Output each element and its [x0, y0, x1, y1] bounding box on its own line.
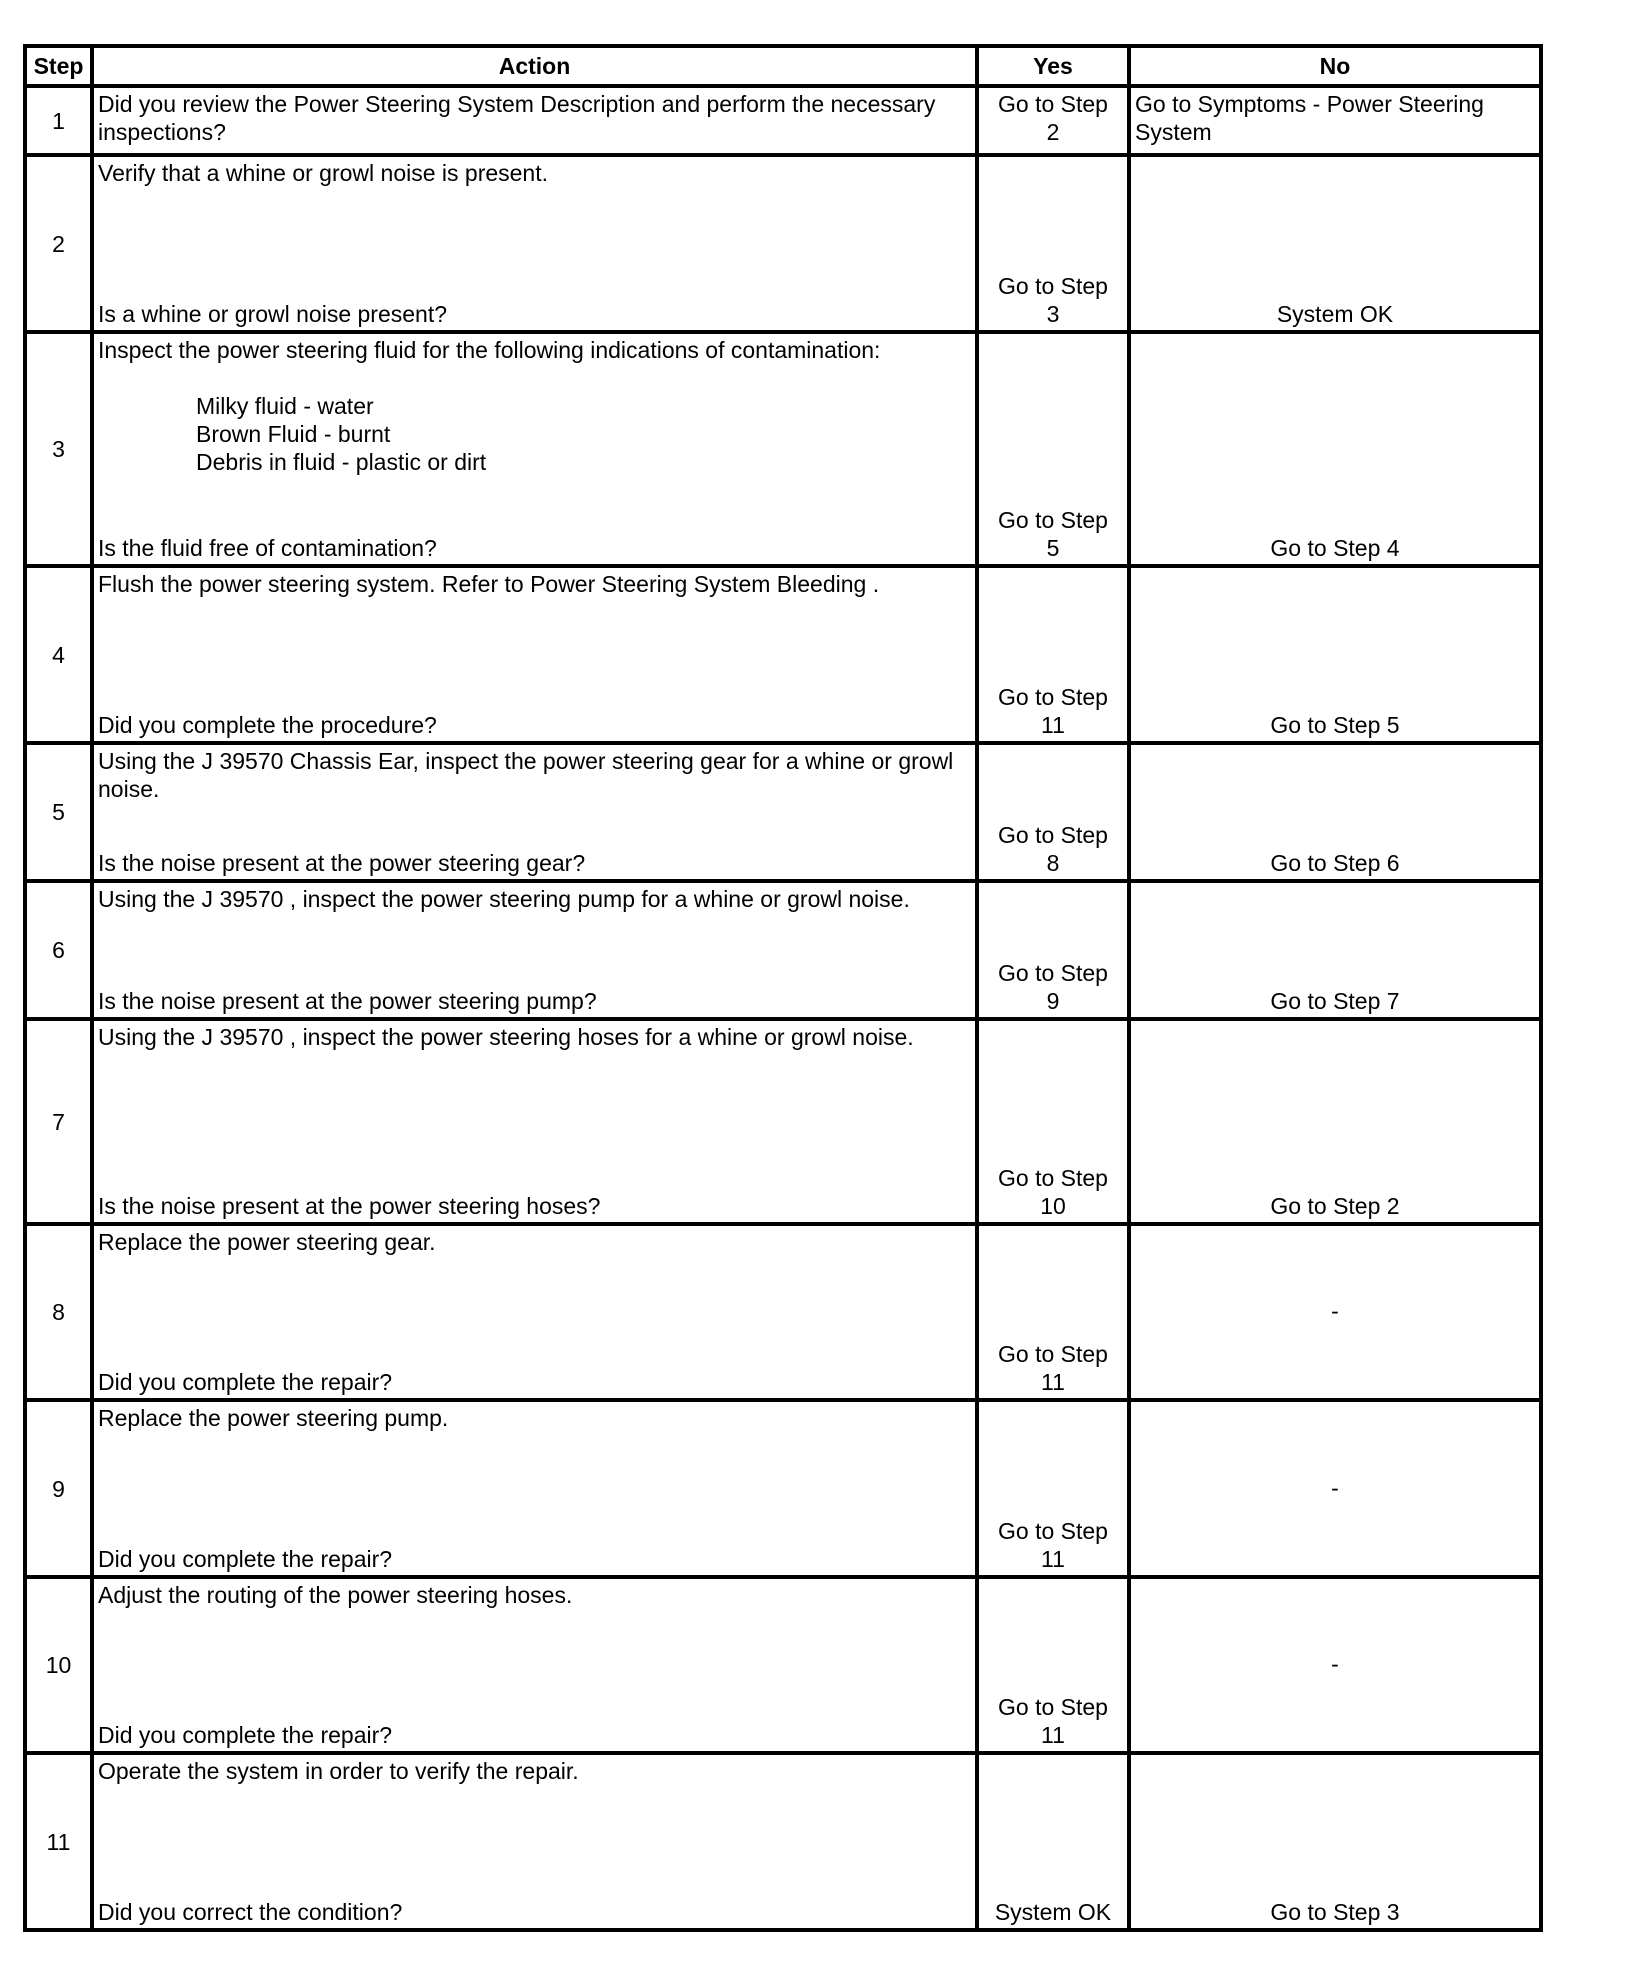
yes-line: 10: [1040, 1193, 1066, 1219]
no-cell: Go to Symptoms - Power Steering System: [1129, 86, 1541, 155]
bullet-list: [98, 392, 971, 476]
no-cell: -: [1129, 1400, 1541, 1577]
action-cell: [92, 1753, 977, 1930]
action-text: [98, 1404, 971, 1432]
yes-line: Go to Step: [998, 507, 1108, 533]
action-cell: [92, 881, 977, 1019]
action-line: Operate the system in order to verify the repair.: [98, 1758, 579, 1784]
yes-line: 11: [1041, 1369, 1065, 1395]
action-question: Did you complete the repair?: [98, 1369, 393, 1395]
no-cell: System OK: [1129, 155, 1541, 332]
step-number: 3: [25, 332, 92, 566]
action-text: [98, 1228, 971, 1256]
header-step: Step: [25, 46, 92, 86]
yes-line: Go to Step: [998, 1694, 1108, 1720]
action-question: Is the fluid free of contamination?: [98, 535, 437, 561]
header-action: Action: [92, 46, 977, 86]
table-row: [25, 1400, 1541, 1577]
header-yes: Yes: [977, 46, 1129, 86]
table-row: [25, 155, 1541, 332]
yes-cell: [977, 1400, 1129, 1577]
yes-line: Go to Step: [998, 960, 1108, 986]
action-line: Replace the power steering pump.: [98, 1405, 449, 1431]
yes-cell: [977, 1019, 1129, 1224]
action-line: Replace the power steering gear.: [98, 1229, 436, 1255]
bullet-item: Brown Fluid - burnt: [196, 421, 391, 447]
yes-line: Go to Step: [998, 684, 1108, 710]
yes-cell: [977, 1753, 1129, 1930]
yes-line: 11: [1041, 1546, 1065, 1572]
action-line: Adjust the routing of the power steering hoses.: [98, 1582, 573, 1608]
action-cell: [92, 1224, 977, 1400]
yes-line: Go to Step: [998, 822, 1108, 848]
no-cell: Go to Step 2: [1129, 1019, 1541, 1224]
yes-line: Go to Step: [998, 91, 1108, 117]
action-text: [98, 1023, 971, 1051]
action-cell: [92, 86, 977, 155]
yes-line: 3: [1046, 301, 1060, 327]
step-number: 11: [25, 1753, 92, 1930]
action-question: Is the noise present at the power steering gear?: [98, 850, 586, 876]
table-row: [25, 1753, 1541, 1930]
step-number: 8: [25, 1224, 92, 1400]
action-cell: [92, 155, 977, 332]
yes-cell: [977, 566, 1129, 743]
yes-line: 11: [1041, 1722, 1065, 1748]
table-row: [25, 743, 1541, 881]
action-question: Did you complete the procedure?: [98, 712, 437, 738]
yes-line: System OK: [994, 1899, 1112, 1925]
yes-cell: [977, 1577, 1129, 1753]
yes-cell: [977, 332, 1129, 566]
action-cell: [92, 1577, 977, 1753]
yes-line: Go to Step: [998, 1518, 1108, 1544]
yes-line: 5: [1046, 535, 1060, 561]
no-cell: Go to Step 5: [1129, 566, 1541, 743]
action-line: Flush the power steering system. Refer to Power Steering System Bleeding .: [98, 571, 880, 597]
yes-line: Go to Step: [998, 1165, 1108, 1191]
bullet-item: Debris in fluid - plastic or dirt: [196, 449, 487, 475]
action-text: [98, 1581, 971, 1609]
action-question: Is a whine or growl noise present?: [98, 301, 448, 327]
yes-line: 8: [1046, 850, 1060, 876]
action-cell: [92, 743, 977, 881]
action-text: [98, 570, 971, 598]
action-text: [98, 885, 971, 913]
no-cell: -: [1129, 1577, 1541, 1753]
table-row: [25, 332, 1541, 566]
yes-cell: [977, 743, 1129, 881]
no-cell: Go to Step 3: [1129, 1753, 1541, 1930]
yes-cell: [977, 86, 1129, 155]
action-line: Did you review the Power Steering System Description and perform the necessary inspections?: [98, 91, 936, 145]
yes-cell: [977, 881, 1129, 1019]
action-text: [98, 336, 971, 364]
action-line: Using the J 39570 Chassis Ear, inspect the power steering gear for a whine or growl noise.: [98, 748, 954, 802]
yes-cell: [977, 155, 1129, 332]
yes-line: 9: [1046, 988, 1060, 1014]
action-text: [98, 1757, 971, 1785]
yes-cell: [977, 1224, 1129, 1400]
action-line: Inspect the power steering fluid for the following indications of contamination:: [98, 337, 881, 363]
action-line: Using the J 39570 , inspect the power steering hoses for a whine or growl noise.: [98, 1024, 914, 1050]
bullet-item: Milky fluid - water: [196, 393, 374, 419]
header-no: No: [1129, 46, 1541, 86]
action-text: [98, 159, 971, 187]
yes-line: Go to Step: [998, 273, 1108, 299]
no-cell: Go to Step 4: [1129, 332, 1541, 566]
table-row: [25, 86, 1541, 155]
yes-line: 11: [1041, 712, 1065, 738]
action-line: Verify that a whine or growl noise is present.: [98, 160, 549, 186]
diagnostic-table: [23, 44, 1543, 1932]
table-row: [25, 1019, 1541, 1224]
step-number: 1: [25, 86, 92, 155]
table-row: [25, 566, 1541, 743]
step-number: 4: [25, 566, 92, 743]
action-cell: [92, 566, 977, 743]
step-number: 10: [25, 1577, 92, 1753]
step-number: 7: [25, 1019, 92, 1224]
action-text: [98, 747, 971, 803]
table-row: [25, 1577, 1541, 1753]
step-number: 9: [25, 1400, 92, 1577]
table-header-row: [25, 46, 1541, 86]
step-number: 6: [25, 881, 92, 1019]
table-row: [25, 881, 1541, 1019]
action-question: Is the noise present at the power steering hoses?: [98, 1193, 601, 1219]
action-question: Did you correct the condition?: [98, 1899, 403, 1925]
action-text: [98, 90, 971, 146]
action-question: Is the noise present at the power steering pump?: [98, 988, 597, 1014]
yes-line: 2: [1046, 119, 1060, 145]
step-number: 2: [25, 155, 92, 332]
action-question: Did you complete the repair?: [98, 1722, 393, 1748]
no-cell: Go to Step 7: [1129, 881, 1541, 1019]
action-line: Using the J 39570 , inspect the power steering pump for a whine or growl noise.: [98, 886, 910, 912]
table-row: [25, 1224, 1541, 1400]
action-cell: [92, 1400, 977, 1577]
yes-line: Go to Step: [998, 1341, 1108, 1367]
action-question: Did you complete the repair?: [98, 1546, 393, 1572]
action-cell: [92, 332, 977, 566]
action-question: [98, 151, 971, 153]
no-cell: Go to Step 6: [1129, 743, 1541, 881]
action-cell: [92, 1019, 977, 1224]
step-number: 5: [25, 743, 92, 881]
no-cell: -: [1129, 1224, 1541, 1400]
